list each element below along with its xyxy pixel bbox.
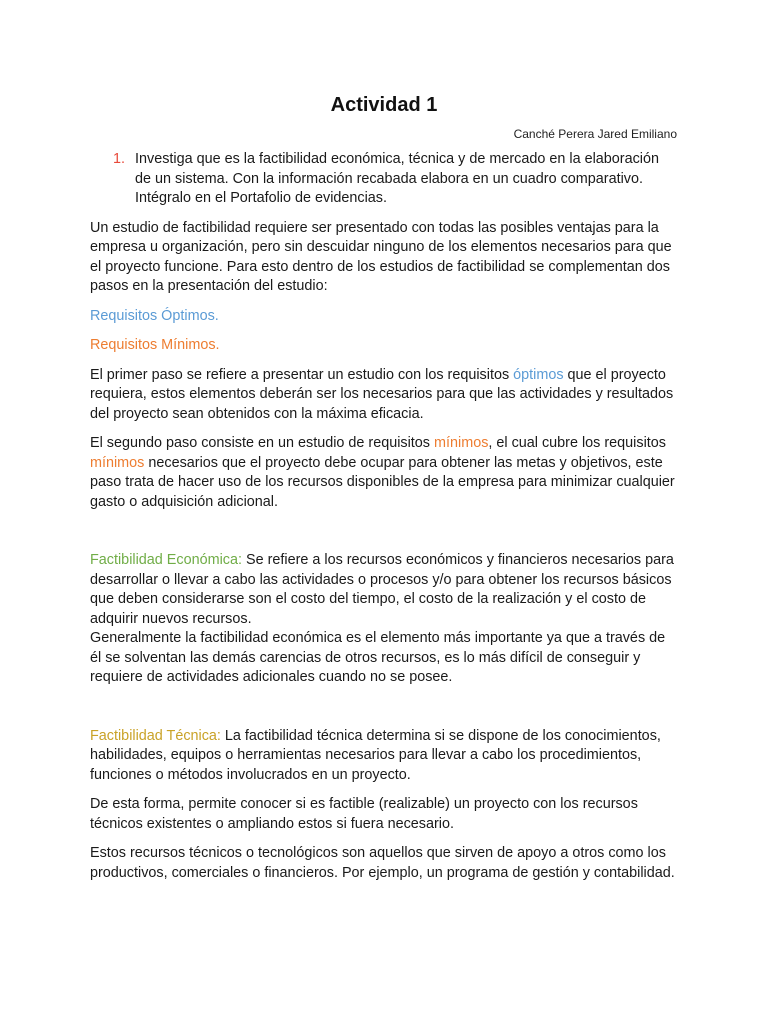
economica-text: Se refiere a los recursos económicos y financieros necesarios para desarrollar o llevar a cabo las actividades o procesos y/o para obtener los recursos básicos que deben considerarse son el costo del tiempo, el costo de la realización y el costo de adquirir nuevos recursos. [90, 552, 674, 627]
second-step-part3: necesarios que el proyecto debe ocupar para obtener las metas y objetivos, este paso trata de hacer uso de los recursos disponibles de la empresa para minimizar cualquier gasto o adquisición adicional. [90, 454, 675, 510]
tecnica-label: Factibilidad Técnica: [90, 727, 221, 744]
economica-label: Factibilidad Económica: [90, 552, 242, 568]
second-step-part1: El segundo paso consiste en un estudio de requisitos [90, 435, 435, 451]
economica-paragraph-2: Generalmente la factibilidad económica es el elemento más importante ya que a través de él se solventan las demás carencias de otros recursos, es lo más difícil de conseguir y requiere de actividades adicionales cuando no se posee. [90, 630, 666, 685]
tecnica-paragraph-3: Estos recursos técnicos o tecnológicos son aquellos que sirven de apoyo a otros como los productivos, comerciales o financieros. Por ejemplo, un programa de gestión y contabilidad. [90, 845, 675, 881]
first-step-paragraph [90, 366, 678, 425]
second-step-part2: , el cual cubre los requisitos [488, 435, 666, 451]
minimos-highlight-1: mínimos [434, 435, 489, 451]
minimos-highlight-2: mínimos [90, 454, 145, 471]
list-number: 1. [113, 151, 126, 167]
second-step-paragraph [90, 434, 678, 512]
requisitos-optimos-heading: Requisitos Óptimos. [90, 307, 219, 324]
requisitos-minimos-heading: Requisitos Mínimos. [90, 337, 220, 353]
document-title: Actividad 1 [330, 94, 438, 116]
task-list-item [90, 150, 678, 209]
task-text: Investiga que es la factibilidad económica, técnica y de mercado en la elaboración de un sistema. Con la información recabada elabora en un cuadro comparativo. Intégralo en el Portafolio de evidencias. [135, 151, 659, 206]
author-name: Canché Perera Jared Emiliano [513, 127, 677, 141]
optimos-highlight: óptimos [513, 366, 564, 383]
economica-paragraph [90, 551, 678, 629]
first-step-text-before: El primer paso se refiere a presentar un estudio con los requisitos [90, 366, 514, 383]
tecnica-paragraph-2: De esta forma, permite conocer si es factible (realizable) un proyecto con los recursos técnicos existentes o ampliando estos si fuera necesario. [90, 796, 638, 832]
intro-paragraph: Un estudio de factibilidad requiere ser presentado con todas las posibles ventajas para la empresa u organización, pero sin descuidar ninguno de los elementos necesarios para que el proyecto funcione. Para esto dentro de los estudios de factibilidad se complementan dos pasos en la presentación del estudio: [90, 219, 672, 294]
tecnica-paragraph [90, 727, 678, 786]
first-step-text-after: que el proyecto requiera, estos elementos deberán ser los necesarios para que las actividades y resultados del proyecto sean obtenidos con la máxima eficacia. [90, 366, 674, 422]
tecnica-text: La factibilidad técnica determina si se dispone de los conocimientos, habilidades, equipos o herramientas necesarios para llevar a cabo los procedimientos, funciones o métodos involucrados en un proyecto. [90, 727, 661, 783]
